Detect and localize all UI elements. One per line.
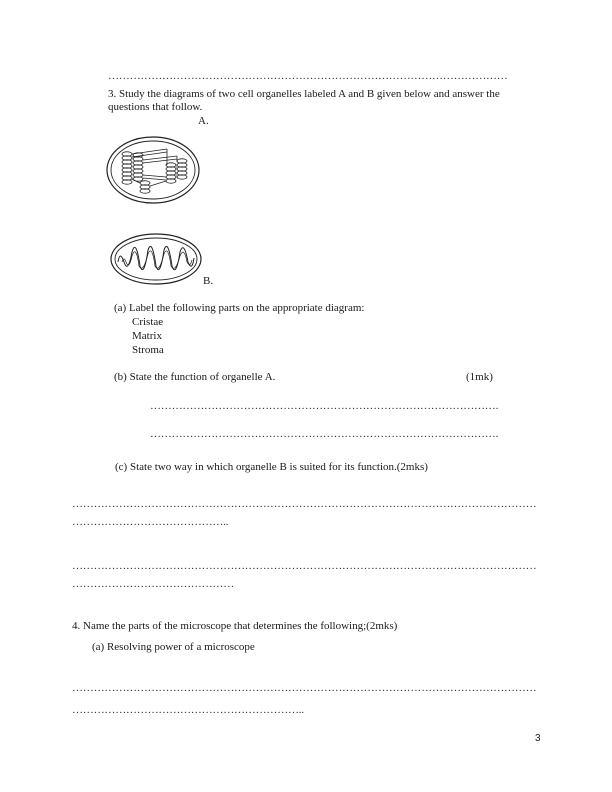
answer-line: …………………………………….. [72,516,229,528]
part-b-marks: (1mk) [466,371,493,383]
part-a-item-matrix: Matrix [132,330,162,342]
page-number: 3 [535,733,541,744]
organelle-b-label: B. [203,275,214,287]
part-a-item-cristae: Cristae [132,316,164,328]
answer-line: ……………………………………………………………………………………. [150,400,499,412]
part-b-question: (b) State the function of organelle A. [114,371,276,383]
question-4-part-a: (a) Resolving power of a microscope [92,641,255,653]
chloroplast-diagram [105,135,201,205]
organelle-a-label: A. [198,115,209,127]
part-a-instruction: (a) Label the following parts on the appropriate diagram: [114,302,365,314]
question-4-text: 4. Name the parts of the microscope that determines the following;(2mks) [72,620,398,632]
question-3-text-line1: 3. Study the diagrams of two cell organelles labeled A and B given below and answer the [108,88,500,100]
answer-line: ……………………………………………………………………………………. [150,428,499,440]
answer-line: ………………………………………………………………………………………………………………… [72,682,537,694]
part-c-question: (c) State two way in which organelle B is suited for its function.(2mks) [115,461,428,473]
answer-line: ………………………………………………………………………………………………………………… [72,560,537,572]
answer-line: ……………………………………… [72,578,235,590]
answer-line: ……………………………………………………….. [72,704,304,716]
mitochondrion-diagram [110,232,202,286]
answer-line: ………………………………………………………………………………………………… [108,70,508,82]
question-3-text-line2: questions that follow. [108,101,203,113]
answer-line: ………………………………………………………………………………………………………………… [72,498,537,510]
part-a-item-stroma: Stroma [132,344,164,356]
